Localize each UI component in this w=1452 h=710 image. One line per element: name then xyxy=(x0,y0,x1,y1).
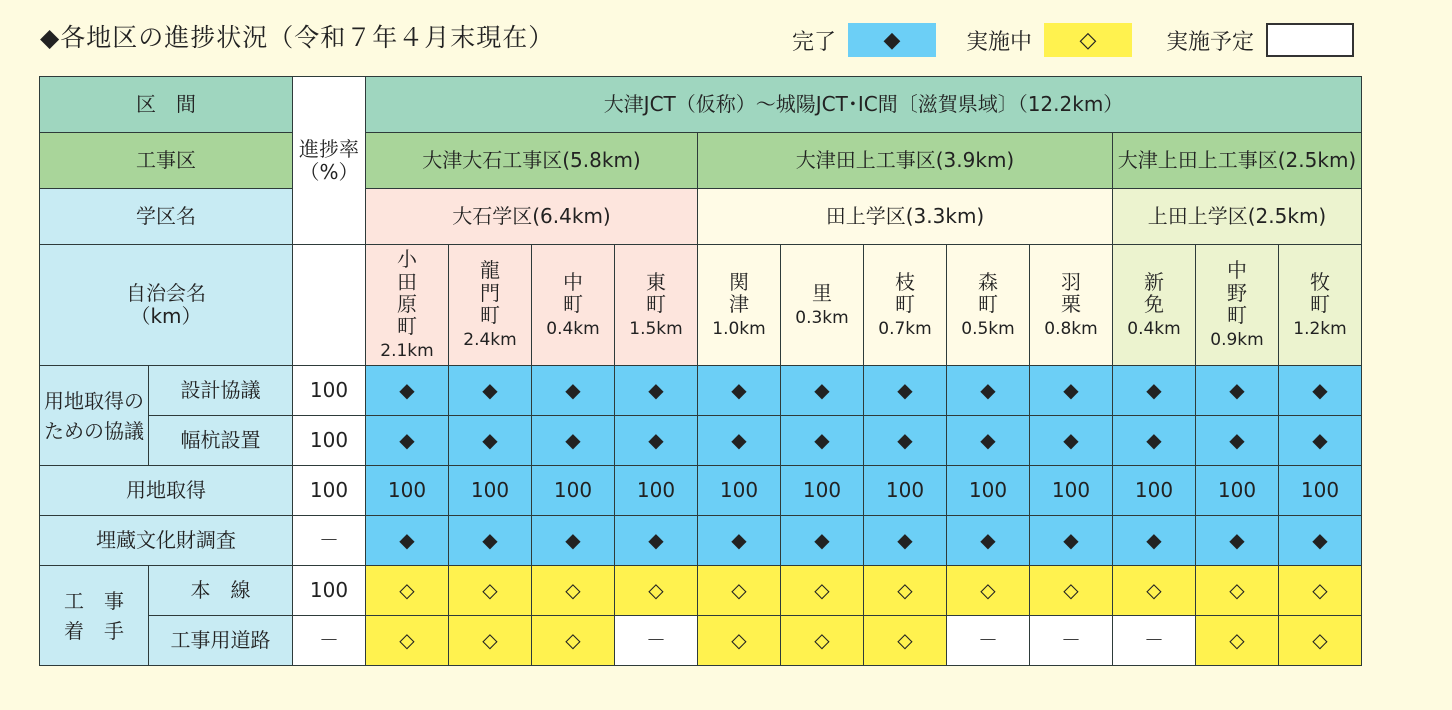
status-cell: ◆ xyxy=(366,366,449,416)
status-cell: ◆ xyxy=(947,416,1030,466)
legend-label-in-progress: 実施中 xyxy=(966,29,1033,55)
header-land-group: 用地取得の ための協議 xyxy=(40,366,149,466)
status-cell: ◇ xyxy=(698,566,781,616)
progress-work-road: － xyxy=(293,616,366,666)
status-cell: 100 xyxy=(366,466,449,516)
header-progress: 進捗率 （%） xyxy=(293,77,366,245)
status-cell: ◆ xyxy=(781,416,864,466)
association-name: 龍 門 町 xyxy=(480,258,500,328)
status-cell: ◆ xyxy=(698,516,781,566)
status-cell: ◇ xyxy=(1030,566,1113,616)
status-cell: ◆ xyxy=(449,366,532,416)
status-cell: ◇ xyxy=(781,616,864,666)
association-cell xyxy=(1113,245,1196,366)
status-cell: ◆ xyxy=(1113,366,1196,416)
work-area-1: 大津大石工事区(5.8km) xyxy=(366,133,698,189)
legend-label-done: 完了 xyxy=(792,29,837,55)
header-work-road: 工事用道路 xyxy=(149,616,293,666)
association-cell xyxy=(1030,245,1113,366)
header-work-area: 工事区 xyxy=(40,133,293,189)
association-km: 0.4km xyxy=(546,318,600,339)
status-cell: ◇ xyxy=(781,566,864,616)
status-cell: 100 xyxy=(1030,466,1113,516)
status-cell: ◆ xyxy=(1030,416,1113,466)
status-cell: ◆ xyxy=(1030,516,1113,566)
row-school-district xyxy=(40,189,1362,245)
row-cultural xyxy=(40,516,1362,566)
status-cell: 100 xyxy=(449,466,532,516)
status-cell: 100 xyxy=(698,466,781,516)
association-name: 中 野 町 xyxy=(1227,258,1247,328)
status-cell: ◇ xyxy=(698,616,781,666)
header-association: 自治会名 （km） xyxy=(40,245,293,366)
status-cell: ◆ xyxy=(449,516,532,566)
association-cell xyxy=(1196,245,1279,366)
status-cell: － xyxy=(615,616,698,666)
status-cell: ◆ xyxy=(449,416,532,466)
progress-cultural: － xyxy=(293,516,366,566)
progress-table xyxy=(39,76,1362,666)
status-cell: ◆ xyxy=(864,416,947,466)
section-value: 大津JCT（仮称）～城陽JCT･IC間〔滋賀県域〕（12.2km） xyxy=(366,77,1362,133)
status-cell: ◆ xyxy=(615,366,698,416)
progress-design: 100 xyxy=(293,366,366,416)
association-name: 東 町 xyxy=(646,269,666,316)
header-stake: 幅杭設置 xyxy=(149,416,293,466)
status-cell: ◆ xyxy=(864,516,947,566)
status-cell: ◆ xyxy=(532,366,615,416)
association-name: 関 津 xyxy=(729,269,749,316)
status-cell: ◆ xyxy=(1279,516,1362,566)
status-cell: ◆ xyxy=(532,516,615,566)
status-cell: ◇ xyxy=(1279,566,1362,616)
status-cell: ◇ xyxy=(947,566,1030,616)
association-cell xyxy=(615,245,698,366)
association-km: 2.1km xyxy=(380,341,434,362)
association-name: 中 町 xyxy=(563,269,583,316)
status-cell: ◇ xyxy=(449,566,532,616)
status-cell: ◇ xyxy=(1113,566,1196,616)
status-cell: ◆ xyxy=(781,516,864,566)
association-km: 0.3km xyxy=(795,307,849,328)
association-km: 2.4km xyxy=(463,330,517,351)
school-district-1: 大石学区(6.4km) xyxy=(366,189,698,245)
association-km: 1.2km xyxy=(1293,318,1347,339)
association-cell xyxy=(449,245,532,366)
status-cell: ◆ xyxy=(1030,366,1113,416)
association-km: 0.9km xyxy=(1210,330,1264,351)
status-cell: ◆ xyxy=(1196,366,1279,416)
header-land-acq: 用地取得 xyxy=(40,466,293,516)
school-district-3: 上田上学区(2.5km) xyxy=(1113,189,1362,245)
legend-planned xyxy=(1166,22,1354,58)
status-cell: ◇ xyxy=(532,566,615,616)
work-area-3: 大津上田上工事区(2.5km) xyxy=(1113,133,1362,189)
header-mainline: 本 線 xyxy=(149,566,293,616)
status-cell: ◇ xyxy=(1279,616,1362,666)
association-cell xyxy=(698,245,781,366)
status-cell: ◆ xyxy=(1279,366,1362,416)
progress-stake: 100 xyxy=(293,416,366,466)
status-cell: ◇ xyxy=(864,566,947,616)
status-cell: ◆ xyxy=(366,416,449,466)
association-name: 小 田 原 町 xyxy=(397,247,417,339)
association-km: 0.7km xyxy=(878,318,932,339)
status-cell: 100 xyxy=(615,466,698,516)
status-cell: ◆ xyxy=(1196,516,1279,566)
association-cell xyxy=(864,245,947,366)
header-construction-group: 工 事 着 手 xyxy=(40,566,149,666)
status-cell: ◆ xyxy=(947,516,1030,566)
status-cell: 100 xyxy=(781,466,864,516)
header-design: 設計協議 xyxy=(149,366,293,416)
status-cell: ◆ xyxy=(698,366,781,416)
row-work-road xyxy=(40,616,1362,666)
association-cell xyxy=(366,245,449,366)
legend-swatch-done: ◆ xyxy=(848,23,936,57)
status-cell: ◇ xyxy=(449,616,532,666)
status-cell: － xyxy=(1113,616,1196,666)
association-km: 1.0km xyxy=(712,318,766,339)
association-name: 森 町 xyxy=(978,269,998,316)
row-land-acq xyxy=(40,466,1362,516)
association-name: 枝 町 xyxy=(895,269,915,316)
school-district-2: 田上学区(3.3km) xyxy=(698,189,1113,245)
status-cell: － xyxy=(1030,616,1113,666)
association-km: 0.8km xyxy=(1044,318,1098,339)
row-section xyxy=(40,77,1362,133)
header-cultural: 埋蔵文化財調査 xyxy=(40,516,293,566)
status-cell: ◆ xyxy=(698,416,781,466)
status-cell: 100 xyxy=(1113,466,1196,516)
row-work-area xyxy=(40,133,1362,189)
status-cell: － xyxy=(947,616,1030,666)
status-cell: ◆ xyxy=(366,516,449,566)
status-cell: ◇ xyxy=(864,616,947,666)
legend-swatch-planned xyxy=(1266,23,1354,57)
row-mainline xyxy=(40,566,1362,616)
legend-in-progress xyxy=(966,22,1132,58)
legend-swatch-in-progress: ◇ xyxy=(1044,23,1132,57)
status-cell: ◆ xyxy=(532,416,615,466)
association-km: 0.4km xyxy=(1127,318,1181,339)
header-school-district: 学区名 xyxy=(40,189,293,245)
status-cell: ◇ xyxy=(532,616,615,666)
association-cell xyxy=(1279,245,1362,366)
status-cell: 100 xyxy=(864,466,947,516)
status-cell: 100 xyxy=(532,466,615,516)
row-association xyxy=(40,245,1362,366)
status-cell: ◇ xyxy=(1196,616,1279,666)
status-cell: ◇ xyxy=(615,566,698,616)
status-cell: ◇ xyxy=(1196,566,1279,616)
association-cell xyxy=(781,245,864,366)
work-area-2: 大津田上工事区(3.9km) xyxy=(698,133,1113,189)
association-km: 0.5km xyxy=(961,318,1015,339)
status-cell: ◆ xyxy=(615,516,698,566)
header-section: 区 間 xyxy=(40,77,293,133)
legend-done xyxy=(792,22,936,58)
status-cell: 100 xyxy=(1279,466,1362,516)
association-cell xyxy=(947,245,1030,366)
status-cell: ◆ xyxy=(615,416,698,466)
status-cell: ◆ xyxy=(1196,416,1279,466)
status-cell: ◆ xyxy=(1113,516,1196,566)
status-cell: ◆ xyxy=(781,366,864,416)
association-progress-empty xyxy=(293,245,366,366)
association-km: 1.5km xyxy=(629,318,683,339)
association-name: 牧 町 xyxy=(1310,269,1330,316)
status-cell: 100 xyxy=(947,466,1030,516)
progress-land-acq: 100 xyxy=(293,466,366,516)
association-name: 里 xyxy=(812,280,832,305)
page-title: ◆各地区の進捗状況（令和７年４月末現在） xyxy=(40,23,555,52)
status-cell: ◇ xyxy=(366,616,449,666)
status-cell: ◆ xyxy=(864,366,947,416)
status-cell: ◇ xyxy=(366,566,449,616)
legend-label-planned: 実施予定 xyxy=(1166,29,1255,55)
row-design xyxy=(40,366,1362,416)
status-cell: ◆ xyxy=(1279,416,1362,466)
status-cell: ◆ xyxy=(1113,416,1196,466)
association-name: 新 免 xyxy=(1144,269,1164,316)
progress-mainline: 100 xyxy=(293,566,366,616)
status-cell: 100 xyxy=(1196,466,1279,516)
association-name: 羽 栗 xyxy=(1061,269,1081,316)
status-cell: ◆ xyxy=(947,366,1030,416)
association-cell xyxy=(532,245,615,366)
row-stake xyxy=(40,416,1362,466)
